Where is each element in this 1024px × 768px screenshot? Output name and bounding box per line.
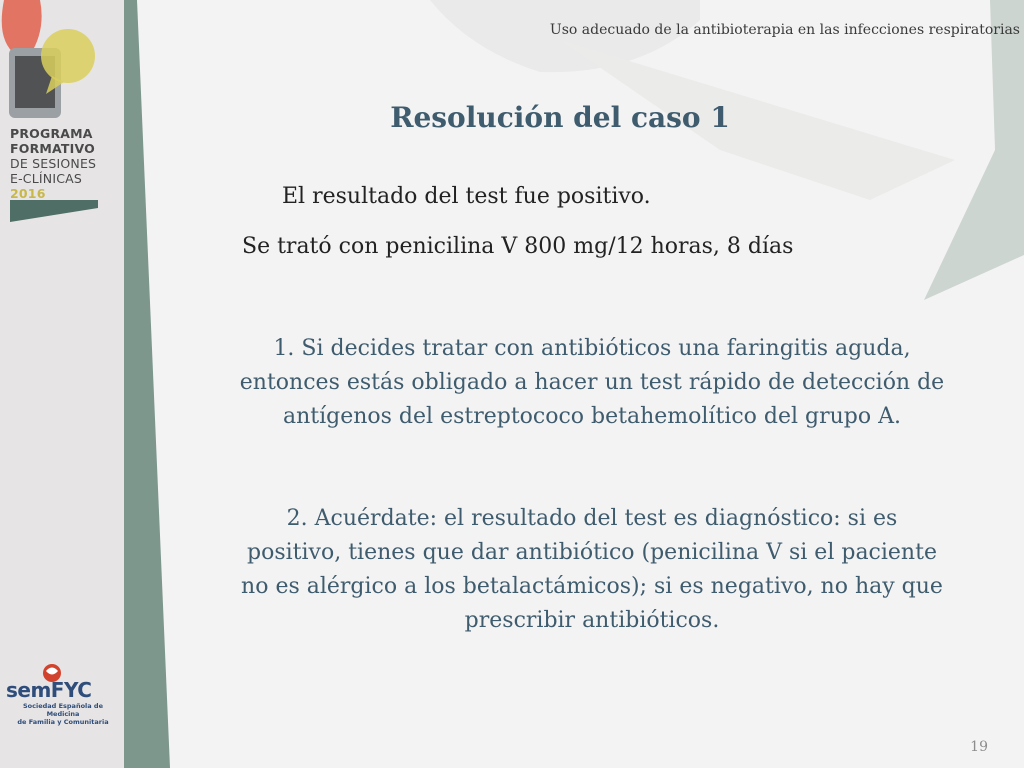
- program-line: PROGRAMA: [10, 126, 93, 141]
- page-number: 19: [970, 739, 988, 755]
- point-one: [196, 332, 988, 434]
- program-label: [10, 126, 96, 201]
- yellow-bubble-icon: [41, 29, 95, 83]
- point-two-line: no es alérgico a los betalactámicos); si es negativo, no hay que: [241, 574, 943, 599]
- point-one-line: entonces estás obligado a hacer un test rápido de detección de: [239, 370, 945, 395]
- semfyc-logo-subtitle: [8, 702, 118, 726]
- sidebar-bar: [124, 0, 170, 768]
- background-right-shape: [924, 0, 1024, 300]
- program-year: 2016: [10, 186, 46, 201]
- point-two-line: positivo, tienes que dar antibiótico (penicilina V si el paciente: [247, 540, 937, 565]
- point-one-line: antígenos del estreptococo betahemolítico del grupo A.: [282, 404, 902, 429]
- result-line: El resultado del test fue positivo.: [282, 184, 651, 209]
- point-one-line: 1. Si decides tratar con antibióticos una faringitis aguda,: [273, 336, 911, 361]
- point-two-line: prescribir antibióticos.: [464, 608, 720, 633]
- semfyc-logo-text: semFYC: [6, 678, 92, 702]
- slide-title: Resolución del caso 1: [390, 101, 730, 134]
- program-line: DE SESIONES: [10, 156, 97, 171]
- semfyc-subtitle-line: de Familia y Comunitaria: [17, 718, 109, 726]
- header-title: Uso adecuado de la antibioterapia en las infecciones respiratorias: [549, 22, 1020, 38]
- point-two: [196, 502, 988, 638]
- treatment-line: Se trató con penicilina V 800 mg/12 horas, 8 días: [242, 234, 794, 259]
- semfyc-subtitle-line: Sociedad Española de Medicina: [23, 702, 103, 718]
- program-line: FORMATIVO: [10, 141, 95, 156]
- point-two-line: 2. Acuérdate: el resultado del test es diagnóstico: si es: [286, 506, 898, 531]
- program-line: E-CLÍNICAS: [10, 171, 83, 186]
